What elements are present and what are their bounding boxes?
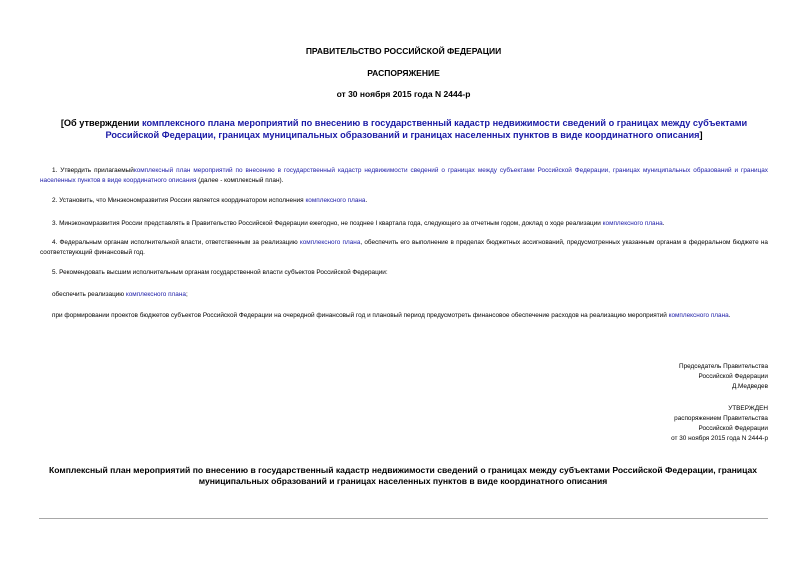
paragraph-5: 5. Рекомендовать высшим исполнительным органам государственной власти субъектов Российской Федерации: [52,269,388,276]
signature-country: Российской Федерации [698,373,768,380]
document-subject [40,117,768,141]
subject-open: [Об утверждении [60,118,142,128]
p4-plan-link[interactable]: комплексного плана [299,239,361,246]
p1-plan-link[interactable]: комплексный план мероприятий по внесению в государственный кадастр недвижимости сведений о границах между субъектами Российской Федерации, границах муниципальных образований и границах населенных пунктов в виде координатного описания [40,167,768,184]
approval-by: распоряжением Правительства [674,415,768,422]
p2-plan-link[interactable]: комплексного плана [305,197,366,204]
approval-block [671,404,768,444]
document-kind: РАСПОРЯЖЕНИЕ [367,68,440,78]
approval-country: Российской Федерации [698,425,768,432]
p7-plan-link[interactable]: комплексного плана [668,312,729,319]
paragraph-1 [40,166,768,186]
document-date: от 30 ноября 2015 года N 2444-р [336,89,471,99]
p7-text-after: . [728,312,731,319]
p3-text: 3. Минэкономразвития России представлять в Правительство Российской Федерации ежегодно, не позднее I квартала года, следующего за отчетным годом, доклад о ходе реализации [52,220,603,227]
subject-link[interactable]: комплексного плана мероприятий по внесению в государственный кадастр недвижимости сведений о границах между субъектами Российской Федерации, границах муниципальных образований и границах населенных пунктов в виде координатного описания [105,118,748,140]
p3-text-after: . [662,220,665,227]
p1-text: 1. Утвердить прилагаемый [52,167,134,174]
paragraph-3 [40,219,768,229]
signature-block [679,362,768,392]
paragraph-6 [40,290,768,300]
divider [39,518,768,519]
p6-text: обеспечить реализацию [52,291,126,298]
p6-text-after: ; [185,291,188,298]
paragraph-7 [40,311,768,321]
signature-position: Председатель Правительства [679,363,768,370]
p1-text-after: (далее - комплексный план). [196,177,284,184]
paragraph-4 [40,238,768,258]
p2-text-after: . [365,197,368,204]
approval-stamp: УТВЕРЖДЕН [728,405,768,412]
p4-text: 4. Федеральным органам исполнительной власти, ответственным за реализацию [52,239,300,246]
paragraph-2 [40,196,768,206]
subject-close: ] [699,130,703,140]
p2-text: 2. Установить, что Минэкономразвития России является координатором исполнения [52,197,306,204]
p7-text: при формировании проектов бюджетов субъектов Российской Федерации на очередной финансовый год и плановый период предусмотреть финансовое обеспечение расходов на реализацию мероприятий [52,312,669,319]
p3-plan-link[interactable]: комплексного плана [602,220,663,227]
approval-date: от 30 ноября 2015 года N 2444-р [671,435,768,442]
p4-text-after: , обеспечить его выполнение в пределах бюджетных ассигнований, предусмотренных указанным органам в федеральном бюджете на соответствующий финансовый год. [40,239,768,256]
government-heading: ПРАВИТЕЛЬСТВО РОССИЙСКОЙ ФЕДЕРАЦИИ [305,46,502,56]
signature-name: Д.Медведев [731,383,768,390]
p6-plan-link[interactable]: комплексного плана [125,291,186,298]
plan-title: Комплексный план мероприятий по внесению в государственный кадастр недвижимости сведений о границах между субъектами Российской Федерации, границах муниципальных образований и границах населенных пунктов в виде координатного описания [48,465,758,486]
